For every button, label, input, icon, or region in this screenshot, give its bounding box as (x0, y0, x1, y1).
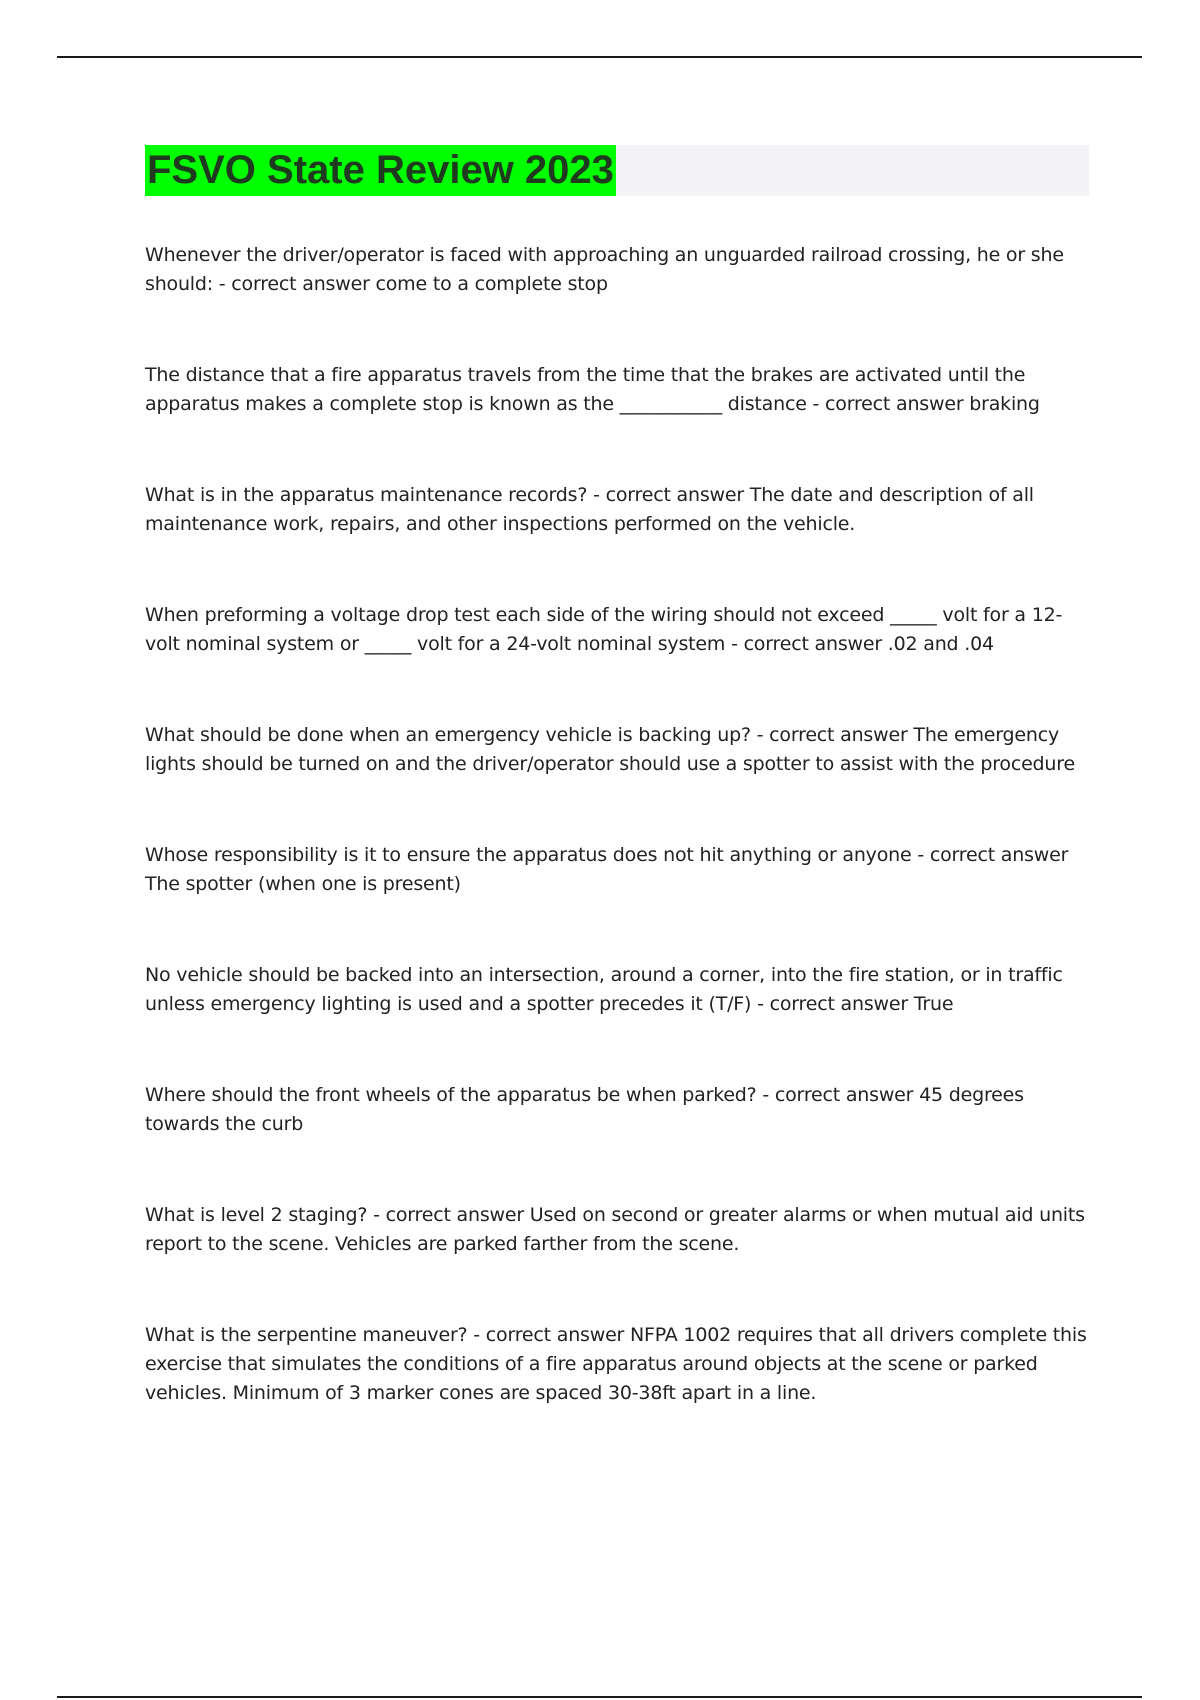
qa-item-6: Whose responsibility is it to ensure the apparatus does not hit anything or anyone - correct answer The spotter (when one is present) (145, 844, 1069, 895)
question-list (145, 241, 1090, 1441)
qa-item-2: The distance that a fire apparatus travels from the time that the brakes are activated until the apparatus makes a complete stop is known as the ___________ distance - correct answer braking (145, 364, 1040, 415)
qa-item-5: What should be done when an emergency vehicle is backing up? - correct answer The emergency lights should be turned on and the driver/operator should use a spotter to assist with the procedure (145, 724, 1075, 775)
qa-item-1: Whenever the driver/operator is faced with approaching an unguarded railroad crossing, he or she should: - correct answer come to a complete stop (145, 244, 1064, 295)
qa-item-10: What is the serpentine maneuver? - correct answer NFPA 1002 requires that all drivers complete this exercise that simulates the conditions of a fire apparatus around objects at the scene or parked vehicles. Minimum of 3 marker cones are spaced 30-38ft apart in a line. (145, 1324, 1087, 1404)
qa-item-4: When preforming a voltage drop test each side of the wiring should not exceed _____ volt for a 12-volt nominal system or _____ volt for a 24-volt nominal system - correct answer .02 and .04 (145, 604, 1063, 655)
qa-item-9: What is level 2 staging? - correct answer Used on second or greater alarms or when mutual aid units report to the scene. Vehicles are parked farther from the scene. (145, 1204, 1085, 1255)
qa-item-3: What is in the apparatus maintenance records? - correct answer The date and description of all maintenance work, repairs, and other inspections performed on the vehicle. (145, 484, 1034, 535)
document-title: FSVO State Review 2023 (145, 145, 616, 196)
qa-item-8: Where should the front wheels of the apparatus be when parked? - correct answer 45 degrees towards the curb (145, 1084, 1024, 1135)
qa-item-7: No vehicle should be backed into an intersection, around a corner, into the fire station, or in traffic unless emergency lighting is used and a spotter precedes it (T/F) - correct answer True (145, 964, 1063, 1015)
page-top-rule (57, 56, 1142, 58)
page-bottom-rule (57, 1696, 1142, 1698)
